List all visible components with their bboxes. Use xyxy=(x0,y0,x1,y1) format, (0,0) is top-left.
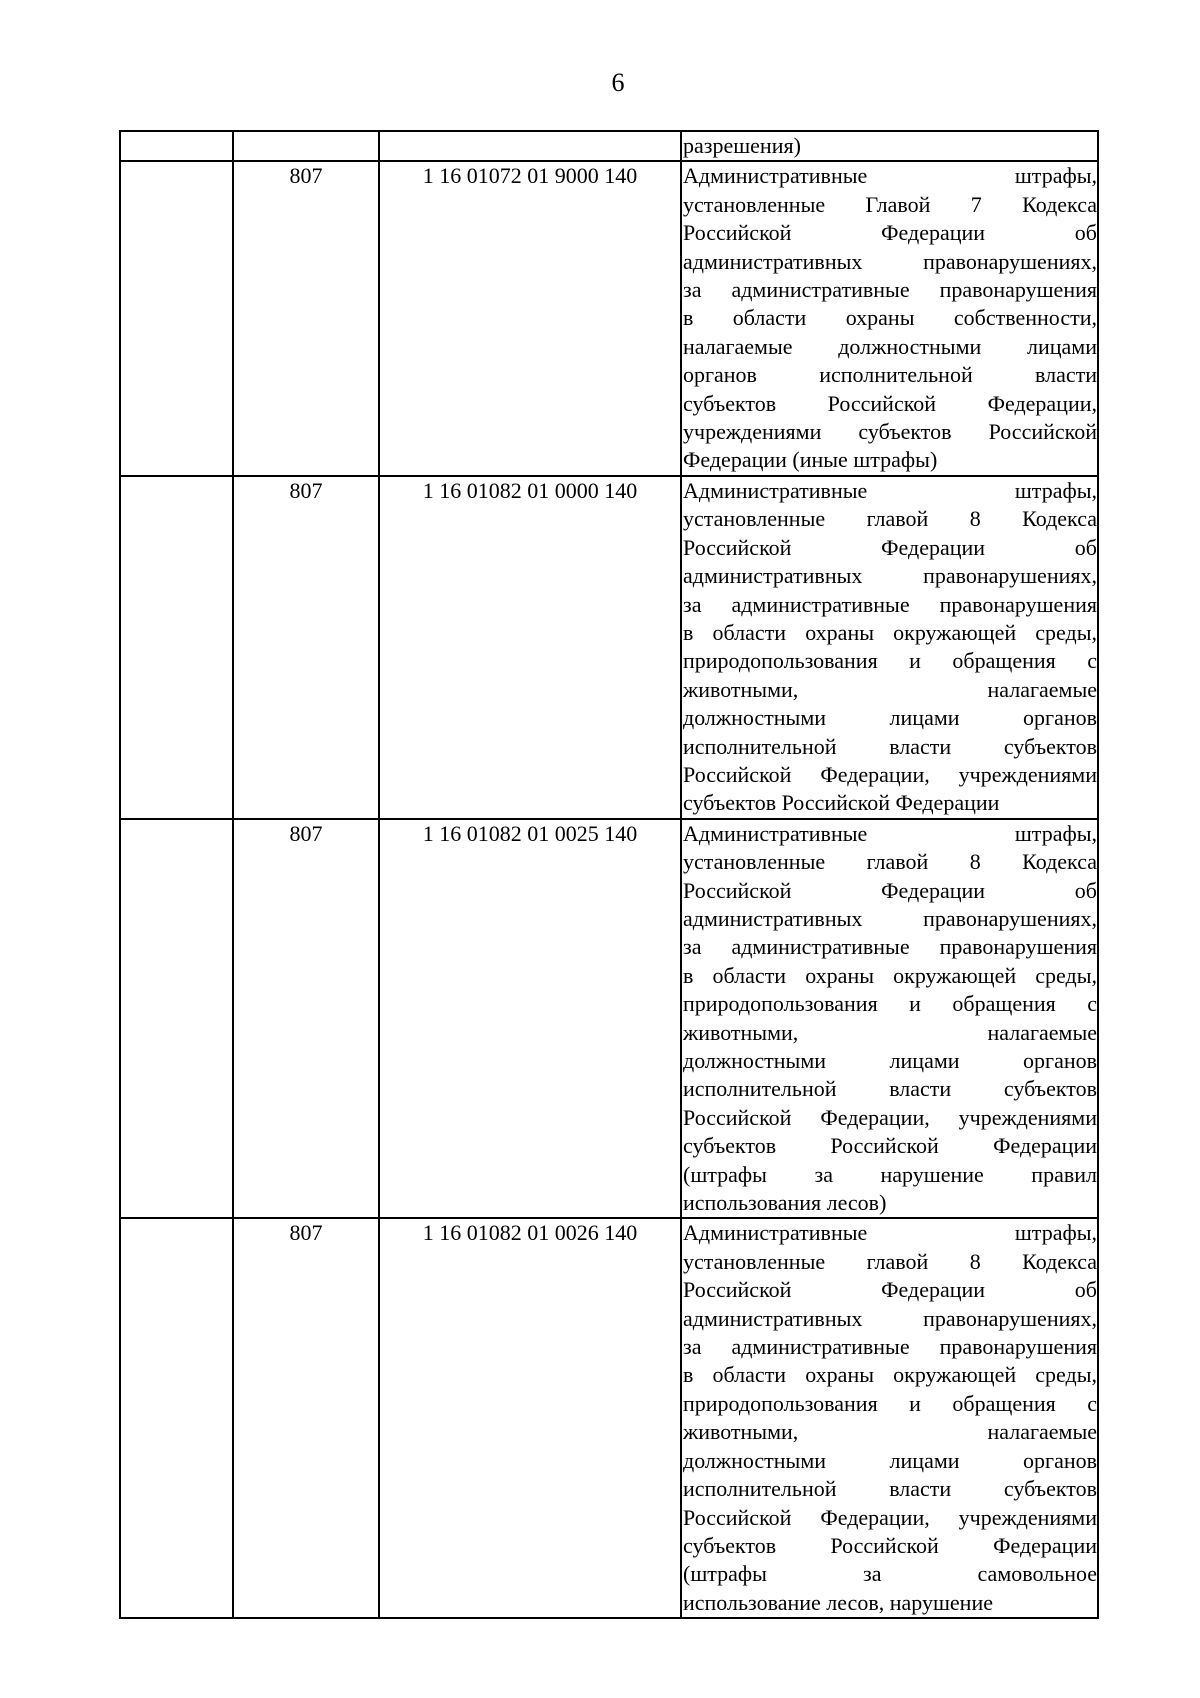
description-line: Федерации (иные штрафы) xyxy=(683,447,938,473)
description-line: за административные правонарушения xyxy=(683,277,1097,303)
description-line: за административные правонарушения xyxy=(683,934,1097,960)
description-line: должностными лицами органов xyxy=(683,1447,1097,1473)
description-line: исполнительной власти субъектов xyxy=(683,1476,1097,1502)
blank-cell xyxy=(120,161,233,475)
description-line: в области охраны окружающей среды, xyxy=(683,1362,1097,1388)
description-line: за административные правонарушения xyxy=(683,1334,1097,1360)
description-line: Российской Федерации об xyxy=(683,877,1097,903)
description-line: в области охраны собственности, xyxy=(683,305,1097,331)
description-line: Административные штрафы, xyxy=(683,163,1097,189)
description-line: учреждениями субъектов Российской xyxy=(683,419,1097,445)
blank-cell xyxy=(120,131,233,161)
blank-cell xyxy=(233,131,379,161)
description-line: субъектов Российской Федерации, xyxy=(683,390,1097,416)
description-line: (штрафы за самовольное xyxy=(683,1561,1097,1587)
description-line: административных правонарушениях, xyxy=(683,1305,1097,1331)
kbk-code-cell: 1 16 01072 01 9000 140 xyxy=(379,161,681,475)
description-line: установленные главой 8 Кодекса xyxy=(683,849,1097,875)
kbk-code-cell: 1 16 01082 01 0026 140 xyxy=(379,1218,681,1618)
description-line: налагаемые должностными лицами xyxy=(683,333,1097,359)
description-line: должностными лицами органов xyxy=(683,1048,1097,1073)
admin-code-cell: 807 xyxy=(233,476,379,819)
description-line: за административные правонарушения xyxy=(683,591,1097,617)
description-line: Российской Федерации, учреждениями xyxy=(683,761,1097,787)
description-line: природопользования и обращения с xyxy=(683,991,1097,1017)
description-line: административных правонарушениях, xyxy=(683,563,1097,589)
description-line: животными, налагаемые xyxy=(683,1019,1097,1045)
admin-code-cell: 807 xyxy=(233,1218,379,1618)
blank-cell xyxy=(120,476,233,819)
description-line: установленные главой 8 Кодекса xyxy=(683,506,1097,532)
description-line: Административные штрафы, xyxy=(683,820,1097,846)
description-line: субъектов Российской Федерации xyxy=(683,1133,1097,1159)
description-line: разрешения) xyxy=(683,133,801,158)
table-row xyxy=(120,1218,1098,1618)
description-line: Российской Федерации, учреждениями xyxy=(683,1104,1097,1130)
description-line: Российской Федерации об xyxy=(683,534,1097,560)
description-line: использования лесов) xyxy=(683,1190,887,1216)
page-number: 6 xyxy=(611,68,625,97)
blank-cell xyxy=(120,1218,233,1618)
description-line: в области охраны окружающей среды, xyxy=(683,962,1097,988)
description-cell xyxy=(681,476,1098,819)
description-line: субъектов Российской Федерации xyxy=(683,1532,1097,1558)
description-line: должностными лицами органов xyxy=(683,705,1097,731)
admin-code-cell: 807 xyxy=(233,161,379,475)
description-line: исполнительной власти субъектов xyxy=(683,733,1097,759)
description-line: административных правонарушениях, xyxy=(683,905,1097,931)
table-row xyxy=(120,161,1098,475)
description-line: Административные штрафы, xyxy=(683,477,1097,503)
description-line: Российской Федерации об xyxy=(683,220,1097,246)
description-line: использование лесов, нарушение xyxy=(683,1589,993,1615)
budget-classification-table xyxy=(119,130,1099,1619)
description-line: в области охраны окружающей среды, xyxy=(683,619,1097,645)
description-line: Российской Федерации об xyxy=(683,1277,1097,1303)
description-line: (штрафы за нарушение правил xyxy=(683,1161,1097,1187)
description-line: Российской Федерации, учреждениями xyxy=(683,1504,1097,1530)
description-line: животными, налагаемые xyxy=(683,676,1097,702)
table-row xyxy=(120,476,1098,819)
description-line: Административные штрафы, xyxy=(683,1220,1097,1246)
description-line: природопользования и обращения с xyxy=(683,648,1097,674)
description-cell xyxy=(681,819,1098,1219)
description-line: природопользования и обращения с xyxy=(683,1390,1097,1416)
table-row xyxy=(120,819,1098,1219)
blank-cell xyxy=(120,819,233,1219)
table-body xyxy=(120,131,1098,1618)
description-line: административных правонарушениях, xyxy=(683,248,1097,274)
continuation-row xyxy=(120,131,1098,161)
admin-code-cell: 807 xyxy=(233,819,379,1219)
description-line: исполнительной власти субъектов xyxy=(683,1076,1097,1102)
description-cell xyxy=(681,1218,1098,1618)
description-line: животными, налагаемые xyxy=(683,1419,1097,1445)
kbk-code-cell: 1 16 01082 01 0025 140 xyxy=(379,819,681,1219)
continuation-description-cell xyxy=(681,131,1098,161)
description-line: установленные главой 8 Кодекса xyxy=(683,1248,1097,1274)
description-cell xyxy=(681,161,1098,475)
kbk-code-cell: 1 16 01082 01 0000 140 xyxy=(379,476,681,819)
description-line: установленные Главой 7 Кодекса xyxy=(683,191,1097,217)
description-line: органов исполнительной власти xyxy=(683,362,1097,388)
blank-cell xyxy=(379,131,681,161)
description-line: субъектов Российской Федерации xyxy=(683,790,1000,816)
